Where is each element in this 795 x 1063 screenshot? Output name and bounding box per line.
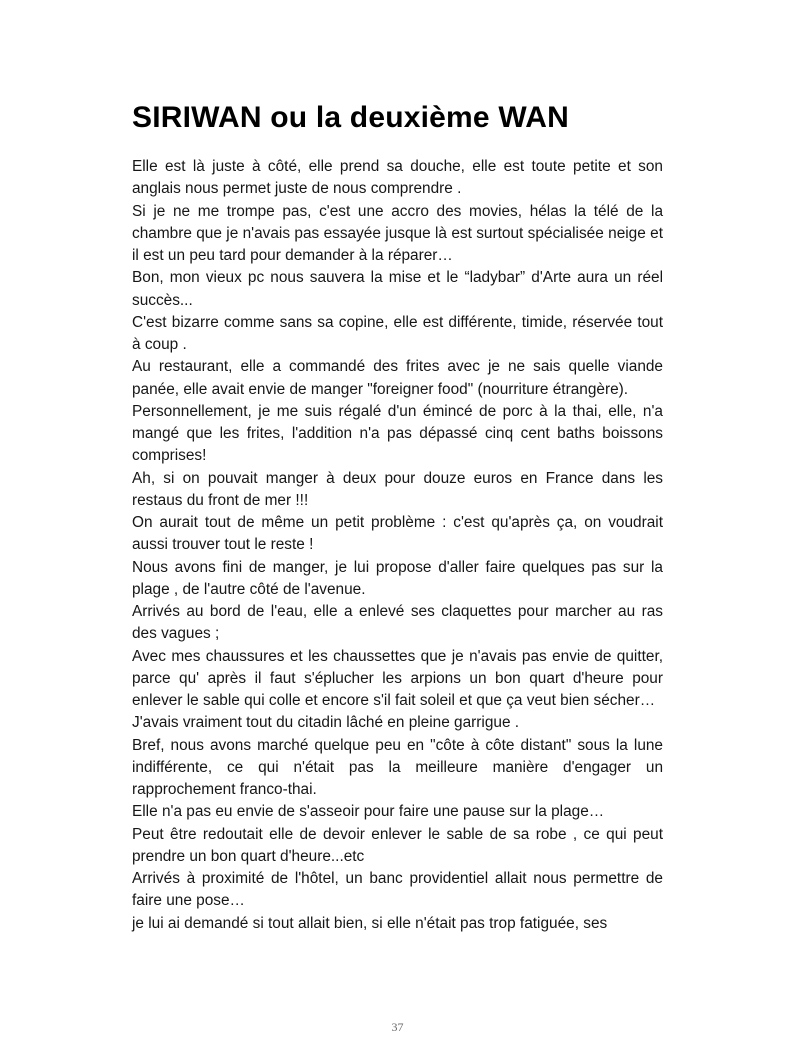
paragraph: On aurait tout de même un petit problème : c'est qu'après ça, on voudrait aussi trouver tout le reste ! <box>132 514 663 554</box>
paragraph: Nous avons fini de manger, je lui propose d'aller faire quelques pas sur la plage , de l'autre côté de l'avenue. <box>132 558 663 598</box>
paragraph: Avec mes chaussures et les chaussettes que je n'avais pas envie de quitter, parce qu' après il faut s'éplucher les arpions un bon quart d'heure pour enlever le sable qui colle et encore s'il fait soleil et que ça veut bien sécher… <box>132 647 663 709</box>
document-body <box>132 156 663 935</box>
paragraph: Ah, si on pouvait manger à deux pour douze euros en France dans les restaus du front de mer !!! <box>132 469 663 509</box>
paragraph: je lui ai demandé si tout allait bien, si elle n'était pas trop fatiguée, ses <box>132 914 608 932</box>
paragraph: Arrivés à proximité de l'hôtel, un banc providentiel allait nous permettre de faire une pose… <box>132 870 663 910</box>
paragraph: Elle n'a pas eu envie de s'asseoir pour faire une pause sur la plage… <box>132 803 605 821</box>
paragraph: Bon, mon vieux pc nous sauvera la mise et le “ladybar” d'Arte aura un réel succès... <box>132 269 663 309</box>
paragraph: Si je ne me trompe pas, c'est une accro des movies, hélas la télé de la chambre que je n'avais pas essayée jusque là est surtout spécialisée neige et il est un peu tard pour demander à la réparer… <box>132 202 663 264</box>
paragraph: Au restaurant, elle a commandé des frites avec je ne sais quelle viande panée, elle avait envie de manger "foreigner food" (nourriture étrangère). <box>132 358 663 398</box>
paragraph: J'avais vraiment tout du citadin lâché en pleine garrigue . <box>132 714 520 732</box>
paragraph: Peut être redoutait elle de devoir enlever le sable de sa robe , ce qui peut prendre un bon quart d'heure...etc <box>132 825 663 865</box>
paragraph: Elle est là juste à côté, elle prend sa douche, elle est toute petite et son anglais nous permet juste de nous comprendre . <box>132 158 663 198</box>
paragraph: Arrivés au bord de l'eau, elle a enlevé ses claquettes pour marcher au ras des vagues ; <box>132 603 663 643</box>
paragraph: C'est bizarre comme sans sa copine, elle est différente, timide, réservée tout à coup . <box>132 313 663 353</box>
paragraph: Bref, nous avons marché quelque peu en "côte à côte distant" sous la lune indifférente, ce qui n'était pas la meilleure manière d'engager un rapprochement franco-thai. <box>132 736 663 798</box>
paragraph: Personnellement, je me suis régalé d'un émincé de porc à la thai, elle, n'a mangé que les frites, l'addition n'a pas dépassé cinq cent baths boissons comprises! <box>132 402 663 465</box>
page-title: SIRIWAN ou la deuxième WAN <box>132 101 569 134</box>
page-number: 37 <box>391 1020 404 1034</box>
